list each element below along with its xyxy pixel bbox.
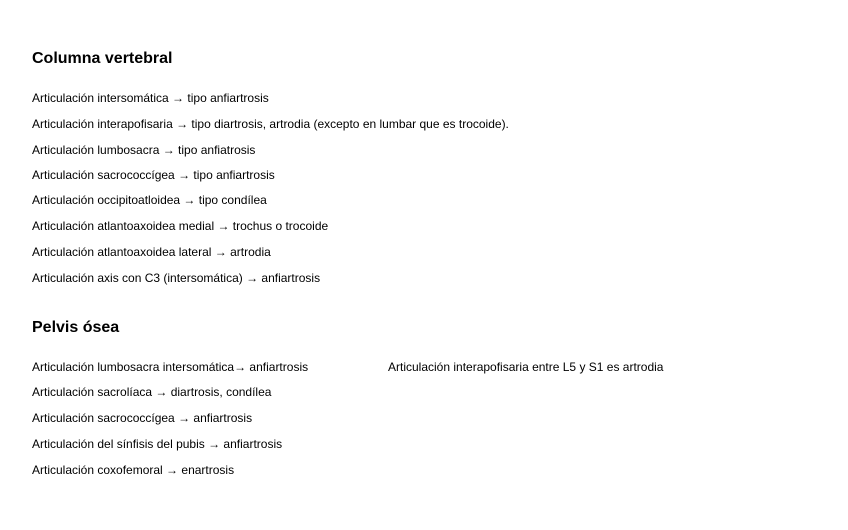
list-item: Articulación axis con C3 (intersomática) → anfiartrosis — [32, 271, 321, 285]
list-item: Articulación lumbosacra → tipo anfiatrosis — [32, 143, 256, 157]
list-item: Articulación sacrococcígea → tipo anfiartrosis — [32, 168, 275, 182]
list-item: Articulación lumbosacra intersomática→ anfiartrosis — [32, 360, 309, 374]
section-title-pelvis-osea: Pelvis ósea — [32, 319, 120, 336]
side-note: Articulación interapofisaria entre L5 y S1 es artrodia — [388, 360, 664, 374]
list-item: Articulación sacrococcígea → anfiartrosis — [32, 411, 253, 425]
list-item: Articulación occipitoatloidea → tipo condílea — [32, 193, 267, 207]
list-item: Articulación interapofisaria → tipo diartrosis, artrodia (excepto en lumbar que es trocoide). — [32, 117, 509, 131]
section-title-columna-vertebral: Columna vertebral — [32, 50, 173, 67]
list-item: Articulación atlantoaxoidea lateral → artrodia — [32, 245, 271, 259]
list-item: Articulación coxofemoral → enartrosis — [32, 463, 235, 477]
list-item: Articulación del sínfisis del pubis → anfiartrosis — [32, 437, 283, 451]
list-item: Articulación intersomática → tipo anfiartrosis — [32, 91, 269, 105]
list-item: Articulación sacrolíaca → diartrosis, condílea — [32, 385, 272, 399]
list-item: Articulación atlantoaxoidea medial → trochus o trocoide — [32, 219, 329, 233]
